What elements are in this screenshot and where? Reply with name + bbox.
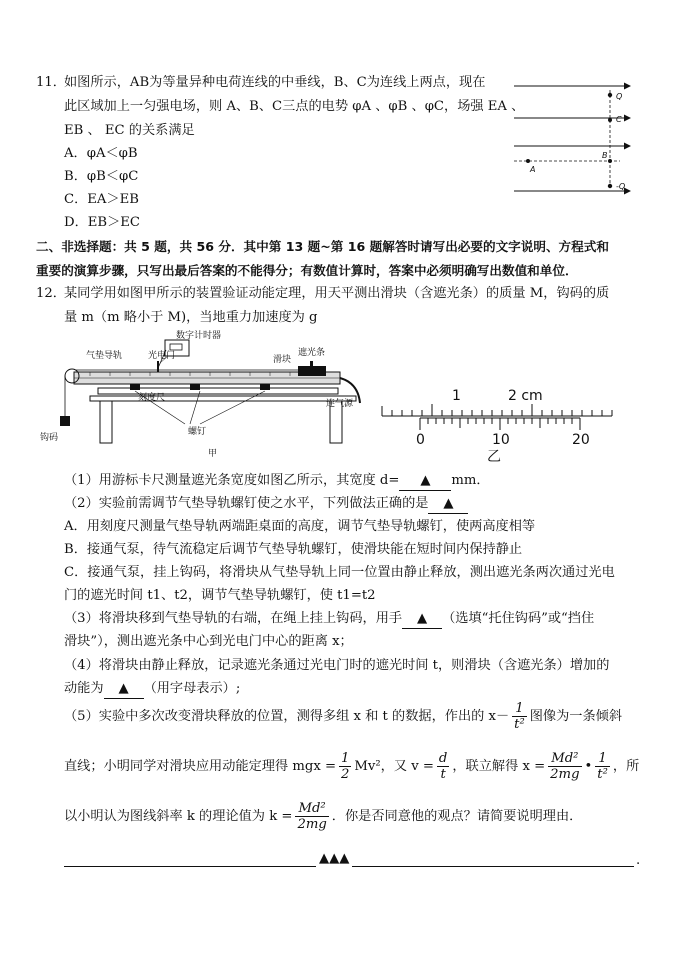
answer-blank-3: ▲	[402, 610, 442, 629]
q12-part-3-line-1	[64, 610, 594, 629]
vernier-label-0: 0	[416, 432, 425, 448]
q12-line-1: 某同学用如图甲所示的装置验证动能定理，用天平测出滑块（含遮光条）的质量 M，钩码的质	[64, 286, 610, 301]
q12-part-1-text: （1）用游标卡尺测量遮光条宽度如图乙所示，其宽度 d=	[64, 473, 400, 488]
q12-part-4-text-b: （用字母表示）;	[143, 681, 241, 696]
label-photogate: 光电门	[148, 351, 176, 361]
answer-blank-4: ▲	[104, 680, 144, 699]
q12-part-2	[64, 495, 468, 514]
q12-part-1-unit: mm．	[451, 473, 490, 488]
q12-part-5-line-1	[64, 700, 622, 734]
slope-text-b: ．你是否同意他的观点？请简要说明理由．	[331, 809, 583, 824]
label-screw: 螺钉	[188, 427, 207, 437]
fraction-slope-md2-over-2mg: $\frac{\text{Md²}}{2mg}$	[297, 801, 327, 832]
label-a: A	[530, 165, 536, 174]
equation-text-c: ，联立解得 x =	[452, 759, 546, 774]
label-digital-timer: 数字计时器	[176, 331, 222, 341]
q12-part-4-line-1: （4）将滑块由静止释放，记录遮光条通过光电门时的遮光时间 t，则滑块（含遮光条）增加的	[64, 658, 610, 673]
q12-option-c-line-1: C．接通气泵，挂上钩码，将滑块从气垫导轨上同一位置由静止释放，测出遮光条两次通过光电	[64, 565, 615, 580]
label-hook-weight: 钩码	[40, 433, 59, 443]
q12-part-1	[64, 472, 490, 491]
q11-line-1: 如图所示，AB为等量异种电荷连线的中垂线，B、C为连线上两点，现在	[64, 75, 486, 90]
q12-option-c-line-2: 门的遮光时间 t1、t2，调节气垫导轨螺钉，使 t1=t2	[64, 588, 376, 603]
q11-option-d: D．EB＞EC	[64, 215, 140, 230]
label-q-neg: -Q	[616, 182, 626, 191]
q11-option-a: A．φA＜φB	[64, 146, 138, 161]
air-track-apparatus-figure	[40, 328, 370, 458]
q12-part-4-text-a: 动能为	[64, 681, 104, 696]
label-b: B	[602, 151, 608, 160]
equation-dot: •	[584, 759, 593, 774]
answer-blank-1: ▲	[399, 472, 451, 491]
answer-blank-2: ▲	[428, 495, 468, 514]
vernier-label-20: 20	[572, 432, 590, 448]
q12-option-a: A．用刻度尺测量气垫导轨两端距桌面的高度，调节气垫导轨螺钉，使两高度相等	[64, 519, 536, 534]
label-air-source: 连气源	[326, 399, 354, 409]
label-ruler: 刻度尺	[138, 393, 166, 403]
fraction-md2-over-2mg: $\frac{\text{Md²}}{2mg}$	[550, 751, 580, 782]
q11-option-b: B．φB＜φC	[64, 169, 139, 184]
equation-text-e: ，所	[612, 759, 640, 774]
q12-part-3-text-b: （选填“托住钩码”或“挡住	[442, 611, 595, 626]
main-scale-label-1: 1	[452, 388, 461, 404]
equation-text-b: Mv²，又 v =	[354, 759, 434, 774]
q11-number: 11．	[36, 75, 66, 90]
fraction-d-over-t: $\frac{d}{t}$	[438, 751, 448, 782]
q12-line-2: 量 m（m 略小于 M)，当地重力加速度为 g	[64, 310, 318, 325]
section-2-heading-line-1: 二、非选择题：共 5 题，共 56 分．其中第 13 题~第 16 题解答时请写出必要的文字说明、方程式和	[36, 239, 609, 254]
q12-part-4-line-2	[64, 680, 240, 699]
label-q-pos: Q	[616, 92, 623, 101]
fraction-one-over-t-squared: $\frac{1}{\text{t²}}$	[514, 701, 525, 732]
figure-yi-caption: 乙	[487, 449, 501, 465]
answer-line-end: .	[636, 853, 641, 868]
q12-part-5-text-a: （5）实验中多次改变滑块释放的位置，测得多组 x 和 t 的数据，作出的 x－	[64, 709, 510, 724]
fraction-one-half: $\frac{1}{2}$	[341, 751, 350, 782]
label-c: C	[616, 115, 622, 124]
section-2-heading-line-2: 重要的演算步骤，只写出最后答案的不能得分；有数值计算时，答案中必须明确写出数值和单位．	[36, 263, 578, 278]
q11-field-diagram	[510, 76, 640, 206]
label-slider: 滑块	[273, 355, 292, 365]
q12-part-2-text: （2）实验前需调节气垫导轨螺钉使之水平，下列做法正确的是	[64, 496, 429, 511]
label-air-track: 气垫导轨	[86, 351, 123, 361]
vernier-label-10: 10	[492, 432, 510, 448]
fraction-one-over-t2: $\frac{1}{\text{t²}}$	[597, 751, 608, 782]
q12-part-3-text-a: （3）将滑块移到气垫导轨的右端，在绳上挂上钩码，用手	[64, 611, 403, 626]
q12-part-5-line-3	[64, 800, 582, 834]
q12-number: 12．	[36, 286, 66, 301]
q11-line-2: 此区域加上一匀强电场，则 A、B、C三点的电势 φA 、φB 、φC，场强 EA 、	[64, 99, 525, 114]
q12-option-b: B．接通气泵，待气流稳定后调节气垫导轨螺钉，使滑块能在短时间内保持静止	[64, 542, 523, 557]
q11-line-3: EB 、 EC 的关系满足	[64, 123, 195, 138]
q11-option-c: C．EA＞EB	[64, 192, 139, 207]
slope-text-a: 以小明认为图线斜率 k 的理论值为 k =	[64, 809, 293, 824]
equation-text-a: 直线；小明同学对滑块应用动能定理得 mgx =	[64, 759, 337, 774]
answer-placeholder-marks: ▲▲▲	[316, 850, 352, 868]
label-light-shade: 遮光条	[298, 348, 326, 358]
vernier-caliper-figure	[380, 388, 620, 463]
main-scale-label-2cm: 2 cm	[508, 388, 543, 404]
figure-jia-caption: 甲	[208, 449, 218, 459]
q12-part-5-line-2	[64, 750, 639, 784]
q12-part-5-text-b: 图像为一条倾斜	[529, 709, 623, 724]
q12-part-3-line-2: 滑块”），测出遮光条中心到光电门中心的距离 x；	[64, 634, 353, 649]
